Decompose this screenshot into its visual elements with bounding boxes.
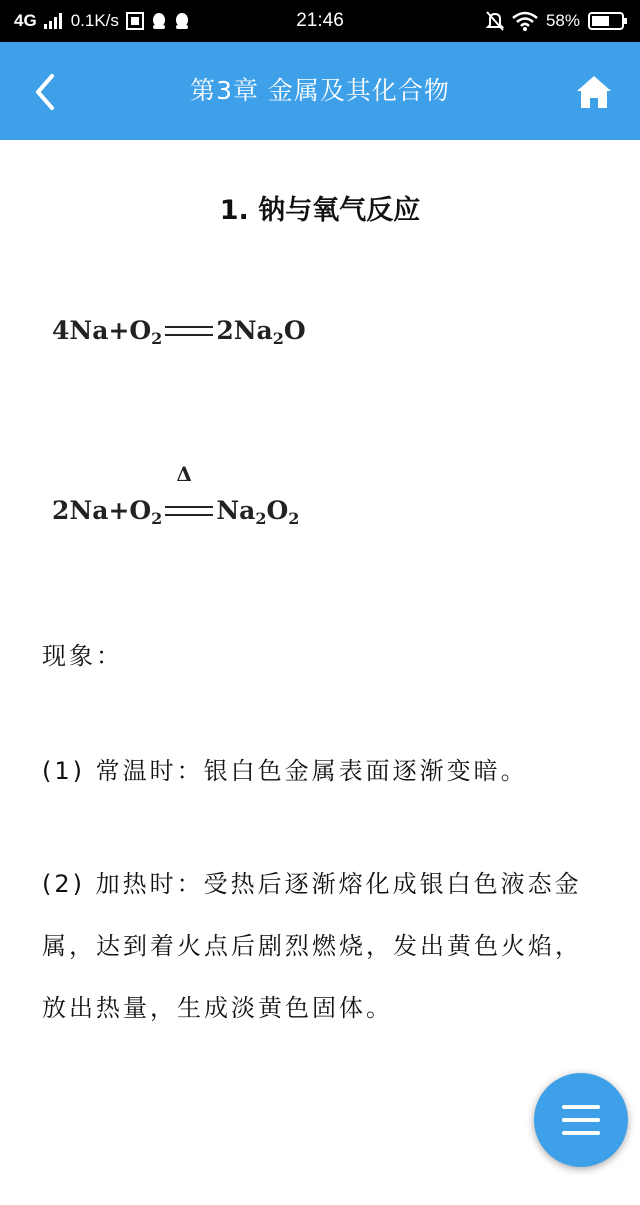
equation-1-right-subscript: 2 — [272, 329, 284, 348]
equation-1-right-tail: O — [283, 316, 306, 345]
wifi-icon — [512, 11, 538, 31]
app-bar — [0, 42, 640, 140]
menu-button[interactable] — [534, 1073, 628, 1167]
network-type: 4G — [14, 11, 37, 30]
page-title: 第3章 金属及其化合物 — [190, 76, 450, 105]
mute-icon — [486, 11, 504, 31]
status-right — [486, 0, 628, 42]
equation-2-left-subscript: 2 — [151, 509, 163, 528]
equation-1-right: 2Na — [216, 316, 273, 345]
phenomenon-item-2: (2) 加热时：受热后逐渐熔化成银白色液态金属，达到着火点后剧烈燃烧，发出黄色火焰，放出热量，生成淡黄色固体。 — [42, 870, 582, 1022]
status-bar — [0, 0, 640, 42]
equation-2 — [52, 462, 300, 528]
equation-2-right: Na — [216, 496, 256, 525]
battery-icon — [588, 11, 628, 31]
network-speed: 0.1K/s — [70, 11, 119, 30]
battery-percent: 58% — [545, 11, 580, 30]
section-heading: 1. 钠与氧气反应 — [219, 195, 421, 226]
equals-sign — [165, 326, 213, 336]
equation-1 — [52, 316, 306, 348]
equation-2-right-subscript: 2 — [255, 509, 267, 528]
phenomenon-item-1: (1) 常温时：银白色金属表面逐渐变暗。 — [42, 757, 528, 785]
home-icon[interactable] — [574, 72, 614, 112]
equation-2-left: 2Na+O — [52, 496, 152, 525]
equals-sign — [165, 506, 213, 516]
equation-2-right-subscript-2: 2 — [288, 509, 300, 528]
status-time: 21:46 — [296, 10, 344, 31]
heat-condition: Δ — [176, 462, 192, 486]
phenomenon-label: 现象： — [42, 642, 123, 670]
equation-1-left-subscript: 2 — [151, 329, 163, 348]
reaction-arrow — [162, 462, 216, 525]
chevron-left-icon[interactable] — [26, 68, 66, 116]
equation-2-right-tail: O — [266, 496, 289, 525]
equation-1-left: 4Na+O — [52, 316, 152, 345]
